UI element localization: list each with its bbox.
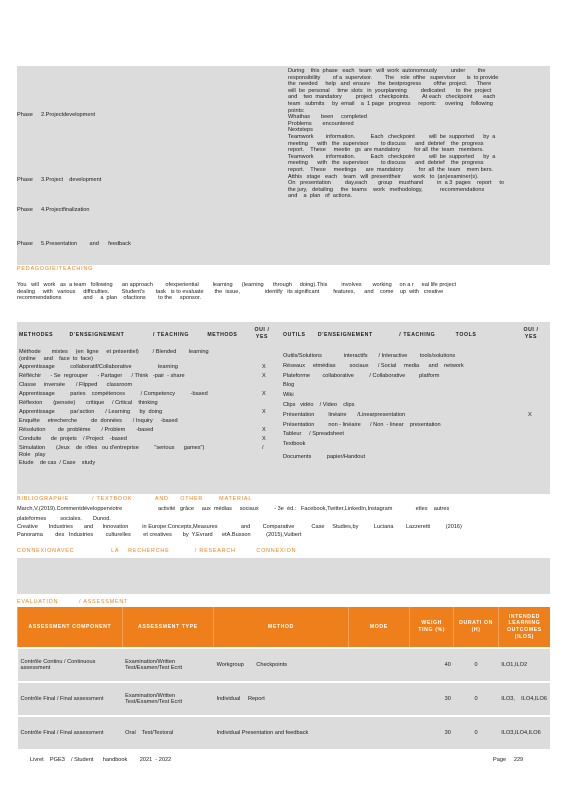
bibliography-line: Creative Industries and Innovation in Europe:Concepts,Measures and Comparative Case Studies,by Luciana Lazzeretti (2016) [17,524,462,530]
tool-item: Outils/Solutions interactifs / Interactive tools/solutions [283,353,456,359]
cell-type: Examination/Written Test/Examen/Test Ecrit [122,648,213,682]
evaluation-heading: EVALUATION / ASSESSMENT [17,599,129,605]
table-row [18,648,551,682]
desc-line: report. These meetings are mandatory for all the team mem bers. [288,166,494,173]
desc-line: Teamwork information. Each checkpoint will be supported by a [288,153,496,160]
phase-description [288,68,550,200]
desc-line: report. These meetin gs are mandatory for all the team members. [288,147,484,154]
cell-weighting: 30 [410,682,454,716]
desc-line: Nextsteps [288,127,313,134]
bibliography-line: plateformes sociales. Dunod. [17,516,111,522]
phase-label: Phase [17,207,33,213]
method-mark: X [262,391,266,398]
method-item: Méthode mixtes (en ligne et présentiel) / Blended learning [19,349,209,355]
desc-line: responsibility of a supervisor. The role ofthe supervisor is to provide [288,74,499,81]
tool-mark: X [528,411,532,418]
header-component: ASSESSMENT COMPONENT [18,607,123,648]
cell-weighting: 30 [410,716,454,749]
cell-component: Contrôle Final / Final assessment [18,682,123,716]
method-item: Apprentissage collaboratif/Collaborative learning [19,364,178,371]
cell-method: Workgroup Checkpoints [214,648,349,682]
phase-label: Phase [17,177,33,183]
header-weighting: WEIGH TING (%) [410,607,454,648]
methods-heading: METHODES D'ENSEIGNEMENT / TEACHING METHODS [19,332,238,338]
pedagogy-line: You will work as a team following an approach ofexperiential learning (learning through doing).This involves working on a r eal life project [17,282,457,288]
cell-duration: 0 [454,648,498,682]
phase-name: 5.Presentation and feedback [41,241,131,247]
method-item: Apprentissage par'action / Learning by doing [19,409,163,416]
methods-yes-header: OUI / YES [254,327,270,340]
desc-line: meeting with the supervisor to discuss and debrief the progress [288,140,484,147]
tool-item: Textbook [283,441,306,448]
pedagogy-line: dealing with various difficulties. Student's task is to evaluate the issue, identify its significant features, and come up with creative [17,288,444,295]
pedagogy-heading: PEDAGOGIE/TEACHING [17,266,94,272]
desc-line: team submits by email a 1 page progress reportc overing following [288,100,493,107]
method-mark: X [262,436,266,443]
table-row [18,716,551,749]
desc-line: and two mandatory project checkpoints. At each checkpoint each [288,94,496,101]
cell-weighting: 40 [410,648,454,682]
tools-list [283,353,548,462]
tool-item: Clips vidéo / Video clips [283,401,355,408]
method-item: (online and face to face) [19,355,94,362]
page-number: Page 229 [493,757,524,763]
cell-method: Individual Report [214,682,349,716]
phase-name: 4.Projectfinalization [41,207,90,213]
phase-name: 2.Projectdevelopment [41,112,96,118]
cell-mode [348,716,409,749]
method-item: Role play [19,452,46,459]
desc-line: Teamwork information. Each checkpoint will be supported by a [288,133,496,140]
tool-item: Présentation non - linéaire / Non - linear presentation [283,421,441,428]
desc-line: Atthis stage each team will presenttheir work to (an)examiner(s). [288,173,479,180]
method-mark: X [262,364,266,371]
desc-line: meeting with the supervisor to discuss and debrief the progress [288,160,484,167]
method-item: Simulation (Jeux de rôles ou d'entreprise "serious games") [19,445,205,452]
tool-item: Plateforme collaborative / Collaborative platform [283,372,440,379]
cell-mode [348,648,409,682]
cell-ilos: ILO3,ILO4,ILO6 [498,716,550,749]
method-mark: X [262,409,266,416]
header-type: ASSESSMENT TYPE [122,607,213,648]
bibliography-line: March,V.(2019).Commentdévelopperviotre activité grâce aux médias sociaux - 3e éd.: Facebook,Twitter,LinkedIn,Instagram etles autres [17,506,450,512]
method-item: Conduite de projets / Project -based [19,436,127,443]
method-item: Etude de cas / Case study [19,460,96,467]
tools-heading: OUTILS D'ENSEIGNEMENT / TEACHING TOOLS [283,332,477,338]
cell-ilos: ILO1,ILO2 [498,648,550,682]
cell-type: Examination/Written Test/Examen/Test Ecrit [122,682,213,716]
desc-line: points: [288,107,305,114]
desc-line: the jury, detailing the teams work methodology, recommendations [288,186,485,193]
cell-duration: 0 [454,716,498,749]
desc-line: the needed help and ensure the bestprogress ofthe project. There [288,81,492,88]
bibliography-heading: BIBLIOGRAPHIE / TEXTBOOK AND OTHER MATERIAL [17,496,253,502]
footer-left: Livret PGE3 / Student handbook 2021 - 2022 [30,757,172,763]
cell-method: Individual Presentation and feedback [214,716,349,749]
phase-label: Phase [17,241,33,247]
cell-mode [348,682,409,716]
desc-line: Problems encountered [288,120,354,127]
header-method: METHOD [214,607,349,648]
tools-yes-header: OUI / YES [523,327,539,340]
table-row [18,682,551,716]
method-mark: X [262,427,266,434]
methods-list [19,349,281,467]
phase-name: 3.Project development [41,177,102,183]
bibliography-text [17,504,550,539]
evaluation-header-row [18,607,551,648]
method-mark: / [262,445,264,452]
tool-item: Tableur / Spreadsheet [283,431,344,438]
header-mode: MODE [348,607,409,648]
method-item: Classe inversée / Flipped classroom [19,382,133,389]
tool-item: Wiki [283,392,294,399]
connexion-heading: CONNEXIONAVEC LA RECHERCHE / RESEARCH CONNEXION [17,548,297,554]
phase-label: Phase [17,112,33,118]
method-item: Apprentissage paries compétences / Competency -based [19,391,208,398]
method-item: Enquête etrecherche de données / Inquiry -based [19,418,178,425]
pedagogy-line: recommendations and a plan ofactions to the sponsor. [17,295,202,302]
tool-item: Réseaux etmédias sociaux / Social media and network [283,362,464,369]
cell-ilos: ILO3, ILO4,ILO6 [498,682,550,716]
desc-line: Whathas been completed [288,114,367,121]
header-ilos: INTENDED LEARNING OUTCOMES (ILOS) [498,607,550,648]
connexion-block [17,558,550,594]
method-item: Résolution de problème / Problem -based [19,427,154,434]
bibliography-line: Panorama des Industries culturelles et creatives by Y.Evrard etA.Busson (2015),Vuibert [17,532,302,538]
desc-line: On presentation day,each group musthand in a 3 pages report to [288,180,504,187]
evaluation-table [17,607,550,749]
cell-duration: 0 [454,682,498,716]
tool-item: Présentation linéaire /Linearpresentation [283,411,406,418]
tool-item: Blog [283,382,295,389]
cell-component: Contrôle Continu / Continuous assessment [18,648,123,682]
desc-line: and a plan of actions. [288,193,353,200]
pedagogy-text [17,282,550,302]
method-item: Réfléchir - Se regrouper - Partager / Think -pair - share [19,373,185,380]
cell-type: Oral Test/Testoral [122,716,213,749]
desc-line: During this phase each team will work autonomously under the [288,68,486,74]
method-mark: X [262,373,266,380]
tool-item: Documents papier/Handout [283,454,366,461]
cell-component: Contrôle Final / Final assessment [18,716,123,749]
method-item: Réflexion (pensée) critique / Critical thinking [19,400,158,407]
desc-line: will be personal time slots in yourplanning dedicated to the project [288,87,492,94]
header-duration: DURATI ON (H) [454,607,498,648]
